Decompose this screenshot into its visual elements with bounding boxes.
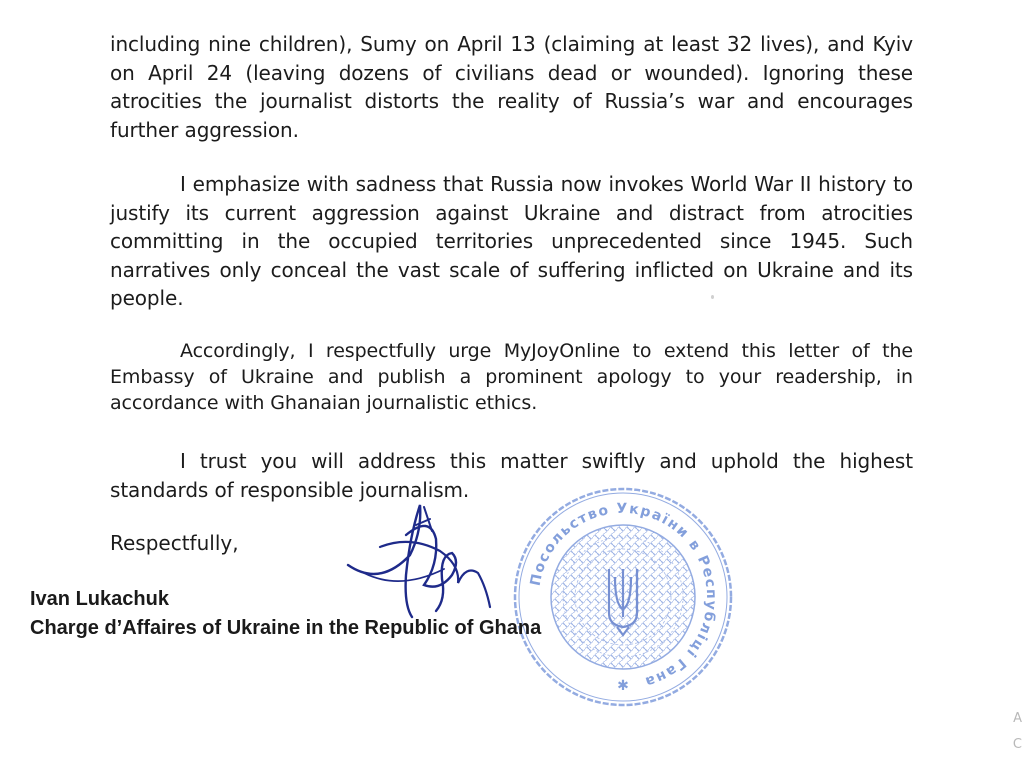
stamp-inscription: Посольство України в Республіці Гана <box>527 500 720 691</box>
edge-mark: A <box>1013 711 1022 726</box>
edge-mark: C <box>1012 737 1022 752</box>
signer-title: Charge d’Affaires of Ukraine in the Republic of Ghana <box>30 617 542 639</box>
body-paragraph-3: Accordingly, I respectfully urge MyJoyOnline to extend this letter of the Embassy of Ukraine and publish a prominent apology to your readership, in accordance with Ghanaian journalistic ethics. <box>110 340 913 414</box>
svg-text:✱: ✱ <box>617 678 629 694</box>
closing-salutation: Respectfully, <box>110 531 239 555</box>
signer-name: Ivan Lukachuk <box>30 588 169 610</box>
body-paragraph-1: including nine children), Sumy on April 13 (claiming at least 32 lives), and Kyiv on April 24 (leaving dozens of civilians dead or wounded). Ignoring these atrocities the journalist distorts the reality of Russia’s war and encourages further aggression. <box>110 32 913 142</box>
embassy-stamp <box>505 485 740 710</box>
body-paragraph-4: I trust you will address this matter swiftly and uphold the highest standards of responsible journalism. <box>110 449 913 502</box>
body-paragraph-2: I emphasize with sadness that Russia now invokes World War II history to justify its current aggression against Ukraine and distract from atrocities committing in the occupied territories unprecedented since 1945. Such narratives only conceal the vast scale of suffering inflicted on Ukraine and its people. <box>110 172 913 310</box>
handwritten-signature <box>340 495 500 630</box>
scan-speck <box>711 295 714 299</box>
